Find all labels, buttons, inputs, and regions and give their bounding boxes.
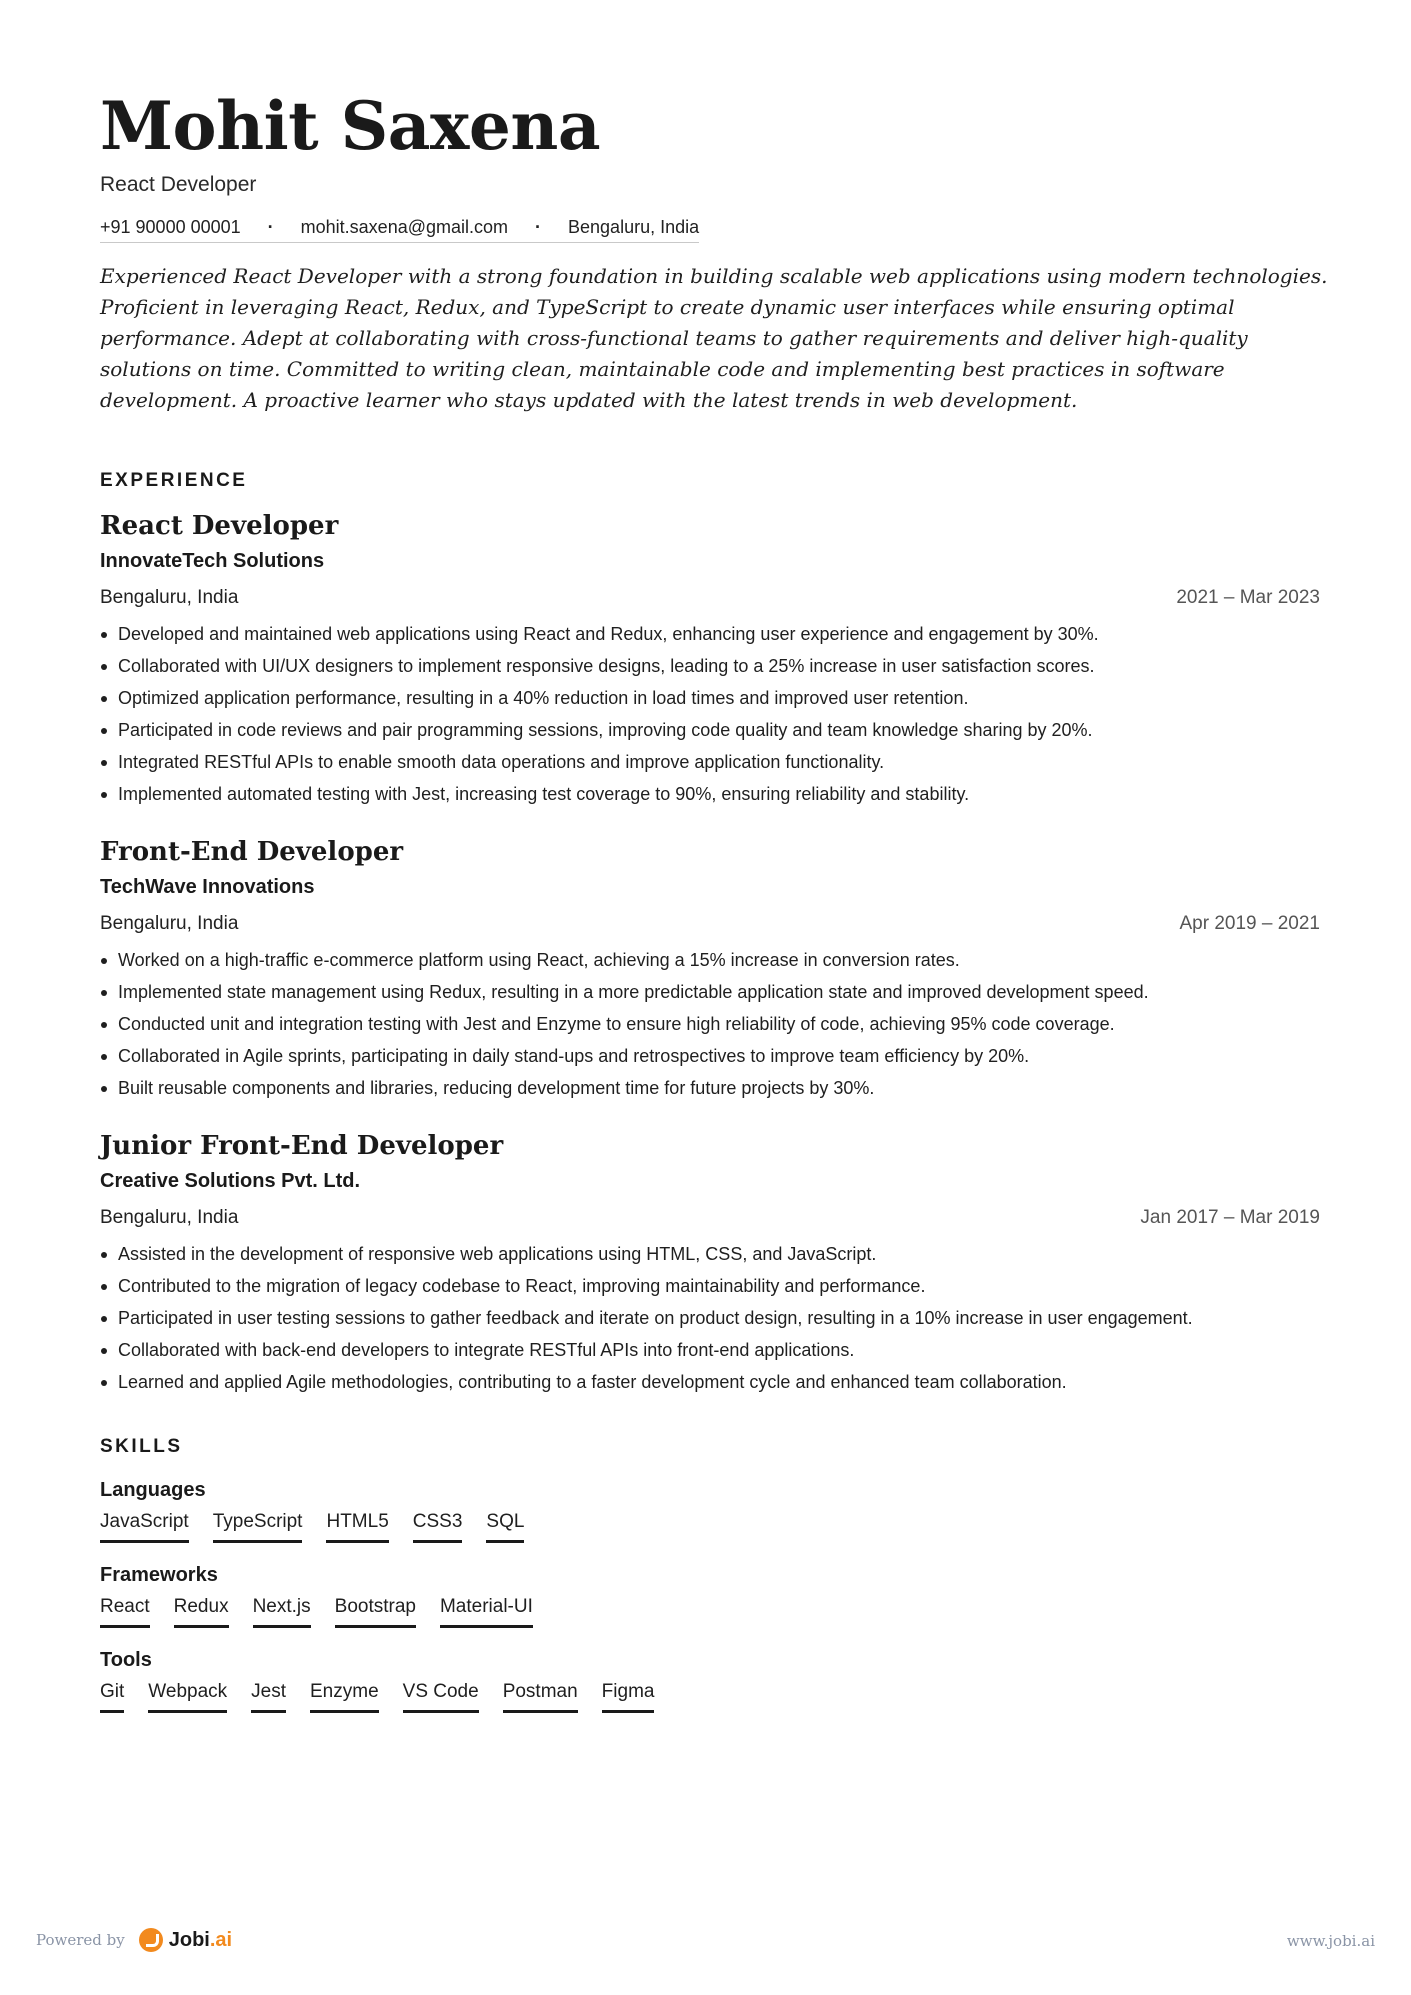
section-title-skills: SKILLS [100, 1436, 183, 1457]
job-location: Bengaluru, India [100, 913, 239, 934]
skill-tag: Figma [602, 1678, 655, 1713]
job-dates: Apr 2019 – 2021 [1179, 913, 1320, 934]
jobi-logo-icon [139, 1928, 163, 1952]
bullet-item: Built reusable components and libraries, reducing development time for future projects by 30%. [100, 1072, 1320, 1104]
company-name: Creative Solutions Pvt. Ltd. [100, 1170, 361, 1192]
job-meta [100, 584, 1320, 612]
job-entry [100, 508, 1320, 810]
job-meta [100, 1204, 1320, 1232]
skill-group-label: Languages [100, 1479, 206, 1501]
bullet-item: Developed and maintained web applications using React and Redux, enhancing user experience and engagement by 30%. [100, 618, 1320, 650]
skill-tag: Next.js [253, 1593, 311, 1628]
skill-tag: Jest [251, 1678, 286, 1713]
skill-tag: TypeScript [213, 1508, 303, 1543]
skill-tag: VS Code [403, 1678, 479, 1713]
bullet-item: Contributed to the migration of legacy codebase to React, improving maintainability and performance. [100, 1270, 1320, 1302]
job-meta [100, 910, 1320, 938]
bullet-item: Learned and applied Agile methodologies, contributing to a faster development cycle and enhanced team collaboration. [100, 1366, 1320, 1398]
skill-group-label: Frameworks [100, 1564, 218, 1586]
footer-website-link[interactable]: www.jobi.ai [1286, 1932, 1375, 1950]
contact-line [100, 214, 699, 243]
job-title: Front-End Developer [100, 837, 404, 867]
job-bullets [100, 618, 1320, 810]
bullet-item: Collaborated with UI/UX designers to implement responsive designs, leading to a 25% increase in user satisfaction scores. [100, 650, 1320, 682]
job-dates: Jan 2017 – Mar 2019 [1140, 1207, 1320, 1228]
bullet-item: Collaborated with back-end developers to integrate RESTful APIs into front-end applications. [100, 1334, 1320, 1366]
skill-tag: Git [100, 1678, 124, 1713]
job-entry [100, 1128, 1320, 1398]
bullet-item: Conducted unit and integration testing with Jest and Enzyme to ensure high reliability of code, achieving 95% code coverage. [100, 1008, 1320, 1040]
job-title: Junior Front-End Developer [100, 1131, 504, 1161]
skill-list [100, 1678, 1320, 1713]
skill-group-languages [100, 1476, 1320, 1543]
jobi-logo-text [169, 1929, 232, 1952]
skill-group-label: Tools [100, 1649, 152, 1671]
phone-number: +91 90000 00001 [100, 217, 241, 237]
job-dates: 2021 – Mar 2023 [1176, 587, 1320, 608]
resume-page [100, 84, 1328, 1713]
candidate-role: React Developer [100, 173, 257, 196]
location: Bengaluru, India [568, 217, 700, 237]
experience-list [100, 508, 1320, 1398]
skill-tag: SQL [486, 1508, 524, 1543]
job-title: React Developer [100, 511, 339, 541]
job-location: Bengaluru, India [100, 587, 239, 608]
bullet-item: Implemented automated testing with Jest, increasing test coverage to 90%, ensuring reliability and stability. [100, 778, 1320, 810]
bullet-item: Worked on a high-traffic e-commerce platform using React, achieving a 15% increase in conversion rates. [100, 944, 1320, 976]
skill-tag: Material-UI [440, 1593, 533, 1628]
email-address: mohit.saxena@gmail.com [300, 217, 509, 237]
job-bullets [100, 1238, 1320, 1398]
skill-tag: Redux [174, 1593, 229, 1628]
footer-powered-by[interactable] [36, 1928, 232, 1952]
contact-separator: · [535, 217, 542, 237]
candidate-name: Mohit Saxena [100, 87, 601, 165]
contact-separator: · [267, 217, 274, 237]
skill-tag: HTML5 [326, 1508, 388, 1543]
job-bullets [100, 944, 1320, 1104]
skill-tag: React [100, 1593, 150, 1628]
bullet-item: Collaborated in Agile sprints, participating in daily stand-ups and retrospectives to improve team efficiency by 20%. [100, 1040, 1320, 1072]
job-entry [100, 834, 1320, 1104]
skill-tag: CSS3 [413, 1508, 463, 1543]
skill-tag: Postman [503, 1678, 578, 1713]
bullet-item: Integrated RESTful APIs to enable smooth data operations and improve application functionality. [100, 746, 1320, 778]
professional-summary: Experienced React Developer with a strong foundation in building scalable web applications using modern technologies. Proficient in leveraging React, Redux, and TypeScript to create dynamic user interfaces while ensuring optimal performance. Adept at collaborating with cross-functional teams to gather requirements and deliver high-quality solutions on time. Committed to writing clean, maintainable code and implementing best practices in software development. A proactive learner who stays updated with the latest trends in web development. [100, 264, 1328, 412]
logo-name: Jobi [168, 1928, 210, 1951]
company-name: TechWave Innovations [100, 876, 315, 898]
bullet-item: Assisted in the development of responsive web applications using HTML, CSS, and JavaScript. [100, 1238, 1320, 1270]
powered-by-label: Powered by [36, 1931, 125, 1949]
company-name: InnovateTech Solutions [100, 550, 325, 572]
skill-list [100, 1593, 1320, 1628]
skill-tag: JavaScript [100, 1508, 189, 1543]
skill-tag: Enzyme [310, 1678, 379, 1713]
bullet-item: Participated in code reviews and pair programming sessions, improving code quality and team knowledge sharing by 20%. [100, 714, 1320, 746]
skill-list [100, 1508, 1320, 1543]
bullet-item: Participated in user testing sessions to gather feedback and iterate on product design, resulting in a 10% increase in user engagement. [100, 1302, 1320, 1334]
job-location: Bengaluru, India [100, 1207, 239, 1228]
skill-tag: Bootstrap [335, 1593, 416, 1628]
skill-tag: Webpack [148, 1678, 227, 1713]
bullet-item: Optimized application performance, resulting in a 40% reduction in load times and improved user retention. [100, 682, 1320, 714]
skill-group-frameworks [100, 1561, 1320, 1628]
section-title-experience: EXPERIENCE [100, 470, 248, 491]
logo-suffix: .ai [209, 1928, 233, 1951]
skill-group-tools [100, 1646, 1320, 1713]
bullet-item: Implemented state management using Redux, resulting in a more predictable application state and improved development speed. [100, 976, 1320, 1008]
